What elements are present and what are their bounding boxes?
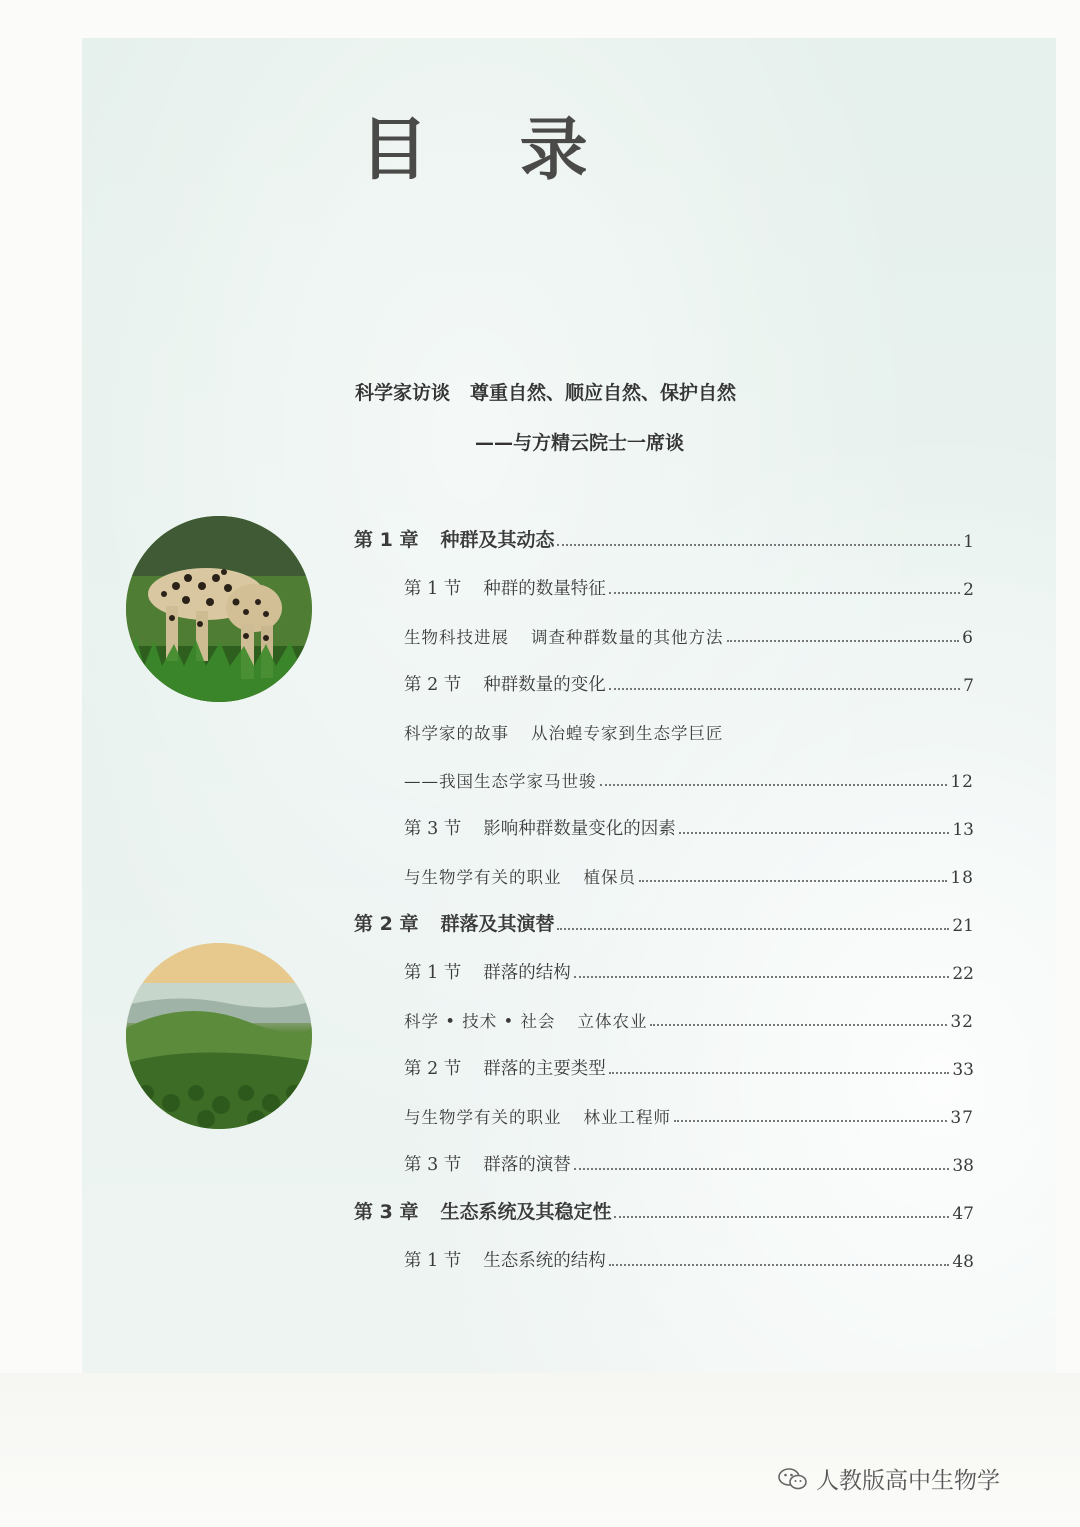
- toc-entry: [354, 648, 974, 696]
- toc-entry: [354, 744, 974, 792]
- dot-leader: [674, 1120, 947, 1122]
- toc-page-number: 48: [952, 1252, 974, 1272]
- interview-subtitle: ——与方精云院士一席谈: [475, 432, 685, 454]
- dot-leader: [557, 544, 960, 546]
- toc-entry-number: 第 3 节: [404, 819, 462, 839]
- page-title: 目 录: [360, 110, 622, 190]
- toc-page-number: 2: [963, 580, 974, 600]
- toc-entry-number: 第 1 章: [354, 529, 419, 551]
- toc-entry-title: 群落及其演替: [440, 913, 555, 935]
- toc-entry: [354, 1224, 974, 1272]
- toc-entry-number: 与生物学有关的职业: [404, 1108, 562, 1127]
- toc-entry: [354, 552, 974, 600]
- toc-entry-number: 第 2 节: [404, 675, 462, 695]
- toc-entry-number: 第 2 章: [354, 913, 419, 935]
- dot-leader: [639, 880, 947, 882]
- toc-entry-title: ——我国生态学家马世骏: [404, 772, 597, 791]
- toc-entry-number: 生物科技进展: [404, 628, 509, 647]
- toc-entry-title: 群落的演替: [483, 1155, 571, 1175]
- toc-entry: [354, 1032, 974, 1080]
- toc-entry-number: 第 3 章: [354, 1201, 419, 1223]
- toc-entry-number: 第 1 节: [404, 579, 462, 599]
- wechat-icon: [778, 1467, 808, 1491]
- toc-page-number: 33: [952, 1060, 974, 1080]
- toc-entry-title: 植保员: [583, 868, 636, 887]
- toc-entry-title: 种群及其动态: [440, 529, 555, 551]
- toc-entry-title: 立体农业: [577, 1012, 648, 1031]
- toc-entry-title: 生态系统及其稳定性: [440, 1201, 612, 1223]
- toc-entry-number: 科学 • 技术 • 社会: [404, 1012, 556, 1031]
- dot-leader: [574, 1168, 950, 1170]
- interview-heading: [355, 378, 736, 405]
- toc-entry-number: 第 1 节: [404, 1251, 462, 1271]
- toc-page-number: 13: [952, 820, 974, 840]
- dot-leader: [609, 688, 960, 690]
- toc-entry-title: 群落的主要类型: [483, 1059, 606, 1079]
- toc-entry-number: 与生物学有关的职业: [404, 868, 562, 887]
- toc-entry: [354, 696, 974, 744]
- dot-leader: [650, 1024, 947, 1026]
- toc-entry: [354, 888, 974, 936]
- toc-page-number: 32: [950, 1012, 974, 1032]
- toc-entry-title: 种群的数量特征: [483, 579, 606, 599]
- toc-entry-number: 第 2 节: [404, 1059, 462, 1079]
- toc-entry-number: 第 1 节: [404, 963, 462, 983]
- dot-leader: [609, 1264, 950, 1266]
- interview-topic: 尊重自然、顺应自然、保护自然: [470, 382, 737, 404]
- toc-page-number: 47: [952, 1204, 974, 1224]
- toc-page-number: 18: [950, 868, 974, 888]
- dot-leader: [600, 784, 948, 786]
- leopard-photo: [126, 516, 312, 702]
- toc-page-number: 38: [952, 1156, 974, 1176]
- toc-entry: [354, 600, 974, 648]
- toc-entry-number: 第 3 节: [404, 1155, 462, 1175]
- toc-entry-title: 影响种群数量变化的因素: [483, 819, 676, 839]
- toc-entry: [354, 936, 974, 984]
- toc-page: [82, 38, 1056, 1373]
- toc-entry: [354, 504, 974, 552]
- interview-label: 科学家访谈: [355, 382, 451, 404]
- toc-entry: [354, 984, 974, 1032]
- landscape-illustration: [126, 943, 312, 1129]
- toc-page-number: 1: [963, 532, 974, 552]
- toc-page-number: 22: [952, 964, 974, 984]
- toc-page-number: 6: [962, 628, 974, 648]
- toc-entry: [354, 792, 974, 840]
- toc-entry-title: 调查种群数量的其他方法: [531, 628, 724, 647]
- watermark: [778, 1462, 1000, 1495]
- toc-entry: [354, 840, 974, 888]
- toc-entry-title: 生态系统的结构: [483, 1251, 606, 1271]
- toc-entry-title: 群落的结构: [483, 963, 571, 983]
- toc-page-number: 37: [950, 1108, 974, 1128]
- dot-leader: [609, 592, 960, 594]
- dot-leader: [727, 640, 960, 642]
- watermark-text: 人教版高中生物学: [816, 1468, 1000, 1494]
- leopard-illustration: [126, 516, 312, 702]
- dot-leader: [679, 832, 950, 834]
- toc-entry: [354, 1080, 974, 1128]
- toc-entry: [354, 1128, 974, 1176]
- dot-leader: [609, 1072, 950, 1074]
- toc-entry-title: 从治蝗专家到生态学巨匠: [531, 724, 724, 743]
- page-margin: [0, 1373, 1080, 1527]
- toc-list: [354, 504, 974, 1272]
- toc-entry-title: 种群数量的变化: [483, 675, 606, 695]
- toc-page-number: 12: [950, 772, 974, 792]
- toc-page-number: 21: [952, 916, 974, 936]
- landscape-photo: [126, 943, 312, 1129]
- toc-entry-title: 林业工程师: [583, 1108, 671, 1127]
- toc-entry-number: 科学家的故事: [404, 724, 509, 743]
- dot-leader: [557, 928, 949, 930]
- toc-entry: [354, 1176, 974, 1224]
- toc-page-number: 7: [963, 676, 974, 696]
- dot-leader: [574, 976, 950, 978]
- dot-leader: [614, 1216, 949, 1218]
